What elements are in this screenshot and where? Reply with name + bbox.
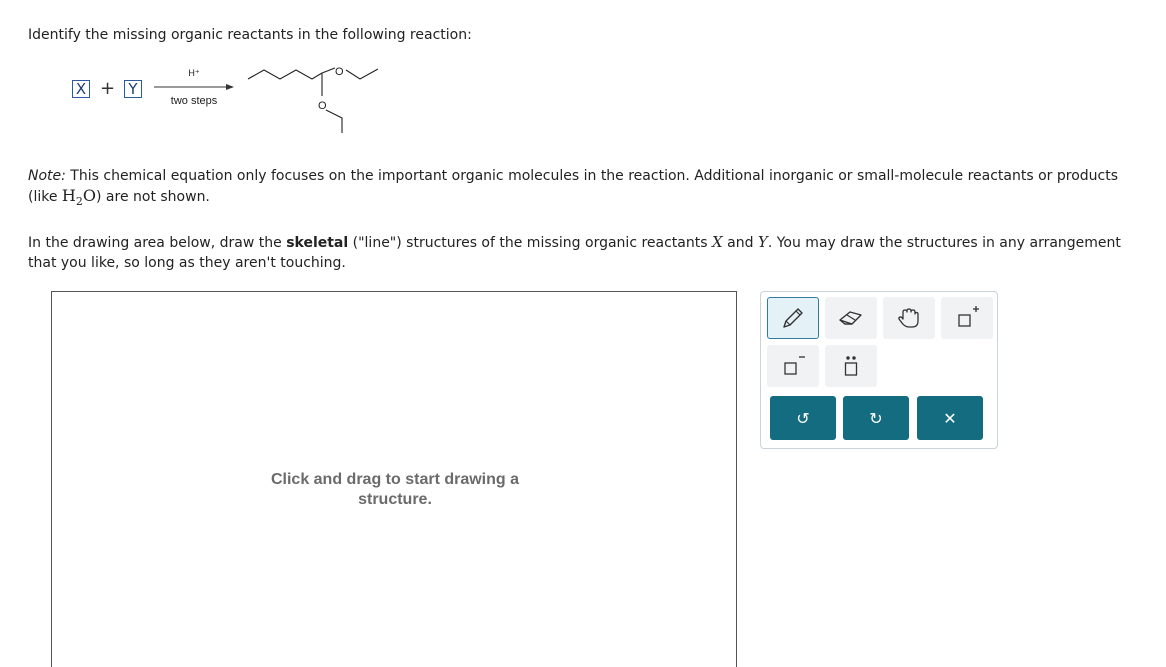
drawing-canvas[interactable] [51,291,737,667]
eraser-tool-button[interactable] [825,297,877,339]
reactant-x-box: X [72,80,90,98]
add-charge-tool-button[interactable] [941,297,993,339]
formula-subscript: 2 [75,194,83,208]
oxygen-atom-top: O [335,66,344,78]
drawing-hint: Click and drag to start drawing a structure. [270,471,520,508]
instructions-bold: skeletal [286,235,349,251]
instructions-part-2: ("line") structures of the missing organic reactants [348,235,712,251]
note-text-1: This chemical equation only focuses on the important organic molecules in the reaction. Additional inorganic or small-molecule reactants or products (like [28,168,1119,205]
undo-button[interactable]: ↺ [770,396,836,440]
hand-tool-button[interactable] [883,297,935,339]
redo-button[interactable]: ↻ [843,396,909,440]
note-label: Note: [28,168,66,184]
reaction-arrow [154,66,234,112]
drawing-toolbar [760,291,998,449]
product-molecule [246,62,386,138]
oxygen-atom-bottom: O [318,100,327,112]
formula-h: H [61,186,76,205]
question-text: Identify the missing organic reactants in the following reaction: [28,27,472,43]
reagent-above: H⁺ [188,68,200,78]
instructions-part-4: . You may draw the structures in any arrangement that you like, so long as they aren't touching. [28,235,1121,271]
pencil-tool-button[interactable] [767,297,819,339]
clear-button[interactable]: ✕ [917,396,983,440]
pencil-icon [778,303,808,333]
eraser-icon [836,303,866,333]
instructions-part-3: and [722,235,758,251]
instructions-part-1: In the drawing area below, draw the [28,235,287,251]
note-paragraph [28,166,1138,212]
lone-pair-tool-button[interactable] [825,345,877,387]
remove-charge-icon [778,351,808,381]
arrow-icon [154,82,234,92]
remove-charge-tool-button[interactable] [767,345,819,387]
reaction-equation [70,62,410,138]
plus-sign: + [100,78,116,99]
hand-icon [894,303,924,333]
lone-pair-icon [836,351,866,381]
note-text-2: ) are not shown. [96,189,210,205]
reactant-y-box: Y [124,80,142,98]
instructions-paragraph [28,232,1148,273]
variable-y: Y [757,233,768,251]
formula-o: O [82,186,96,205]
variable-x: X [711,233,723,251]
add-charge-icon [952,303,982,333]
reagent-below: two steps [170,95,218,107]
